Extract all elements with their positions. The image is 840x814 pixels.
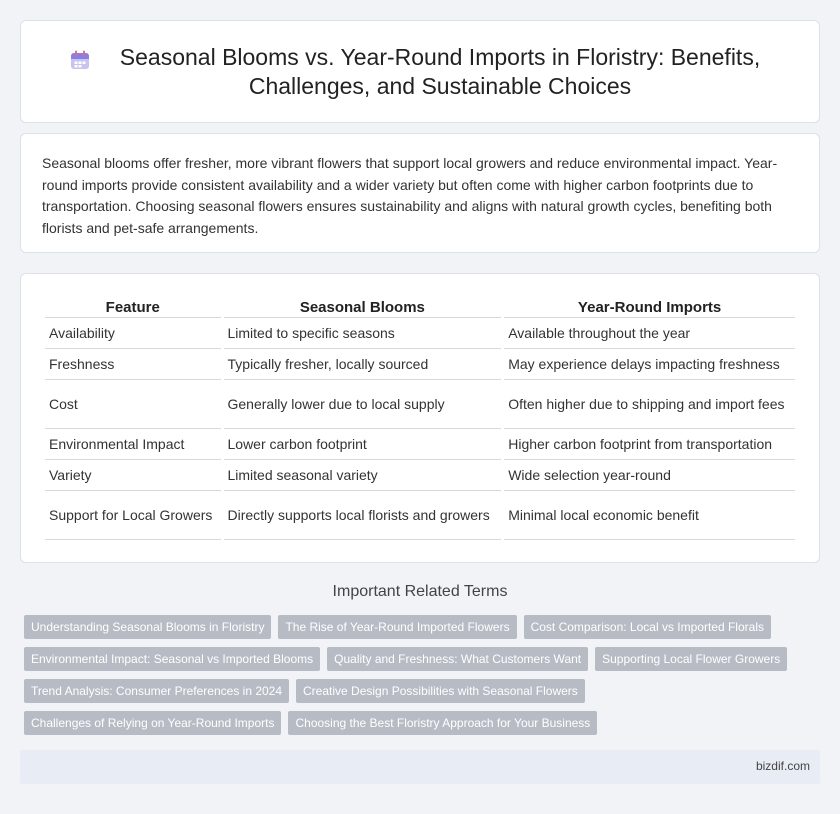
table-cell: Availability [45,318,221,349]
table-row [45,349,795,380]
header-feature: Feature [45,296,221,318]
table-row [45,460,795,491]
comparison-card [20,273,820,563]
related-terms-heading: Important Related Terms [332,583,508,600]
table-cell: Cost [45,380,221,429]
table-cell: Limited seasonal variety [224,460,502,491]
table-cell: Higher carbon footprint from transportation [504,429,795,460]
page-title: Seasonal Blooms vs. Year-Round Imports in Floristry: Benefits, Challenges, and Sustainable Choices [119,43,761,99]
footer [20,750,820,784]
table-cell: Typically fresher, locally sourced [224,349,502,380]
tag-row [24,679,824,703]
related-tag[interactable]: Choosing the Best Floristry Approach for Your Business [288,711,597,735]
tag-row [24,711,824,735]
table-row [45,429,795,460]
footer-site-link[interactable]: bizdif.com [755,759,810,773]
comparison-table [42,296,798,540]
related-terms-tags [24,615,824,743]
tag-row [24,615,824,639]
table-row [45,318,795,349]
related-tag[interactable]: Understanding Seasonal Blooms in Floristry [24,615,271,639]
related-tag[interactable]: Trend Analysis: Consumer Preferences in 2024 [24,679,289,703]
table-cell: Environmental Impact [45,429,221,460]
intro-card [20,133,820,253]
related-tag[interactable]: The Rise of Year-Round Imported Flowers [278,615,516,639]
table-cell: Minimal local economic benefit [504,491,795,540]
tag-row [24,647,824,671]
table-row [45,491,795,540]
table-row [45,380,795,429]
table-cell: Available throughout the year [504,318,795,349]
table-cell: May experience delays impacting freshness [504,349,795,380]
title-wrap [21,21,819,122]
related-tag[interactable]: Challenges of Relying on Year-Round Imports [24,711,281,735]
related-tag[interactable]: Supporting Local Flower Growers [595,647,787,671]
table-cell: Freshness [45,349,221,380]
table-cell: Lower carbon footprint [224,429,502,460]
header-seasonal-blooms: Seasonal Blooms [224,296,502,318]
related-tag[interactable]: Quality and Freshness: What Customers Want [327,647,588,671]
table-cell: Generally lower due to local supply [224,380,502,429]
table-cell: Limited to specific seasons [224,318,502,349]
table-cell: Directly supports local florists and growers [224,491,502,540]
table-cell: Wide selection year-round [504,460,795,491]
intro-paragraph: Seasonal blooms offer fresher, more vibrant flowers that support local growers and reduce environmental impact. Year-round imports provide consistent availability and a wider variety but often come with higher carbon footprints due to transportation. Choosing seasonal flowers ensures sustainability and aligns with natural growth cycles, benefiting both florists and pet-safe arrangements. [42,155,778,236]
header-year-round-imports: Year-Round Imports [504,296,795,318]
table-cell: Variety [45,460,221,491]
table-header-row [45,296,795,318]
related-tag[interactable]: Environmental Impact: Seasonal vs Imported Blooms [24,647,320,671]
header-card [20,20,820,123]
related-tag[interactable]: Creative Design Possibilities with Seasonal Flowers [296,679,585,703]
table-cell: Support for Local Growers [45,491,221,540]
related-tag[interactable]: Cost Comparison: Local vs Imported Florals [524,615,771,639]
table-cell: Often higher due to shipping and import fees [504,380,795,429]
